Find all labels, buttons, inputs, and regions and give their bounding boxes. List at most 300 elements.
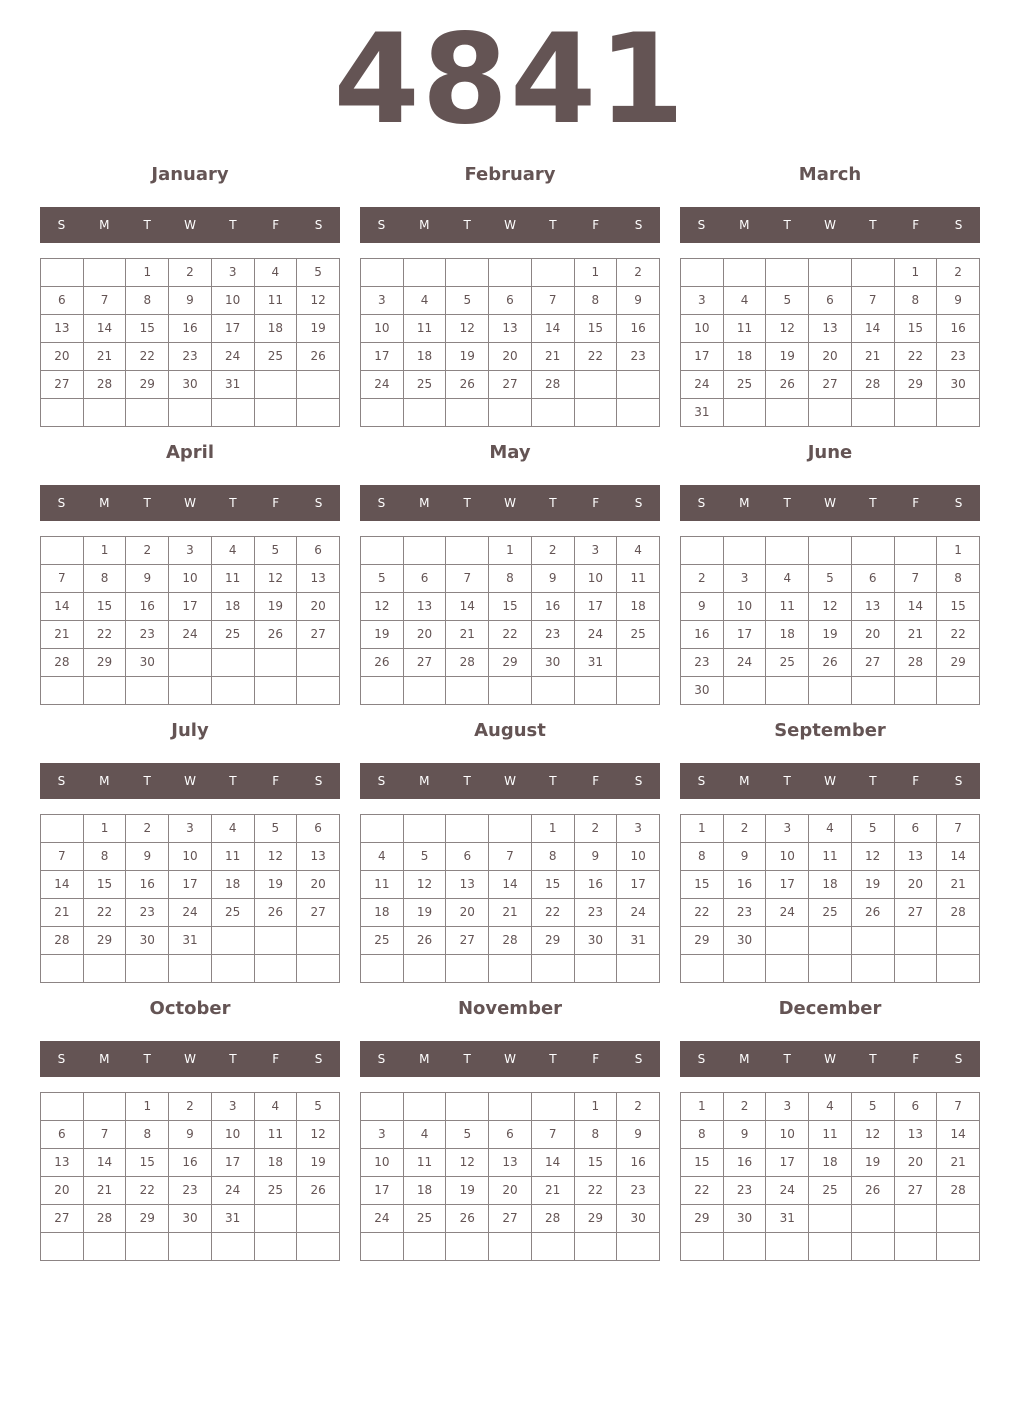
empty-cell (681, 537, 724, 565)
week-row (681, 593, 980, 621)
week-row (361, 871, 660, 899)
empty-cell (766, 399, 809, 427)
weekday-label: T (229, 774, 237, 788)
day-cell: 15 (681, 1149, 724, 1177)
weekday-label: T (463, 496, 471, 510)
weekday-label: T (229, 218, 237, 232)
week-row (361, 1205, 660, 1233)
day-cell: 8 (489, 565, 532, 593)
empty-cell (41, 955, 84, 983)
day-cell: 3 (617, 815, 660, 843)
day-cell: 1 (574, 1093, 617, 1121)
week-row (361, 899, 660, 927)
day-cell: 12 (766, 315, 809, 343)
day-cell: 22 (126, 1177, 169, 1205)
empty-cell (403, 1093, 446, 1121)
day-cell: 29 (489, 649, 532, 677)
day-cell: 6 (489, 1121, 532, 1149)
weekday-label: W (824, 496, 836, 510)
day-cell: 21 (83, 1177, 126, 1205)
day-cell: 5 (361, 565, 404, 593)
day-cell: 24 (617, 899, 660, 927)
day-cell: 7 (894, 565, 937, 593)
week-row (361, 1233, 660, 1261)
empty-cell (403, 955, 446, 983)
week-row (681, 927, 980, 955)
day-cell: 6 (41, 1121, 84, 1149)
day-cell: 20 (489, 1177, 532, 1205)
day-cell: 6 (894, 1093, 937, 1121)
day-cell: 5 (297, 1093, 340, 1121)
week-row (41, 259, 340, 287)
week-row (41, 1205, 340, 1233)
day-cell: 12 (254, 565, 297, 593)
day-cell: 12 (809, 593, 852, 621)
day-cell: 4 (617, 537, 660, 565)
empty-cell (681, 955, 724, 983)
day-cell: 3 (211, 259, 254, 287)
week-row (681, 259, 980, 287)
day-cell: 9 (681, 593, 724, 621)
empty-cell (809, 1233, 852, 1261)
week-row (681, 371, 980, 399)
weekday-label: S (377, 496, 386, 510)
weekday-label: T (549, 218, 557, 232)
weekday-label: F (912, 496, 920, 510)
day-cell: 10 (211, 1121, 254, 1149)
day-cell: 23 (681, 649, 724, 677)
day-cell: 3 (574, 537, 617, 565)
empty-cell (297, 927, 340, 955)
day-cell: 14 (41, 593, 84, 621)
empty-cell (723, 1233, 766, 1261)
weekday-label: W (184, 774, 196, 788)
week-row (41, 955, 340, 983)
empty-cell (361, 1233, 404, 1261)
empty-cell (41, 399, 84, 427)
weekday-label: F (912, 218, 920, 232)
day-cell: 22 (574, 1177, 617, 1205)
day-cell: 17 (211, 1149, 254, 1177)
week-row (361, 565, 660, 593)
day-cell: 4 (254, 1093, 297, 1121)
day-cell: 12 (851, 1121, 894, 1149)
empty-cell (446, 399, 489, 427)
day-cell: 9 (617, 1121, 660, 1149)
day-cell: 21 (41, 899, 84, 927)
empty-cell (851, 537, 894, 565)
day-cell: 26 (254, 621, 297, 649)
empty-cell (531, 677, 574, 705)
empty-cell (894, 537, 937, 565)
empty-cell (169, 649, 212, 677)
day-cell: 1 (937, 537, 980, 565)
day-cell: 22 (126, 343, 169, 371)
week-row (361, 843, 660, 871)
empty-cell (851, 1233, 894, 1261)
weekday-label: W (184, 496, 196, 510)
empty-cell (41, 1233, 84, 1261)
day-cell: 27 (446, 927, 489, 955)
weekday-label: W (504, 496, 516, 510)
day-cell: 18 (766, 621, 809, 649)
day-cell: 11 (723, 315, 766, 343)
day-cell: 1 (83, 537, 126, 565)
weekday-label: W (504, 218, 516, 232)
week-row (681, 815, 980, 843)
day-cell: 5 (254, 537, 297, 565)
empty-cell (211, 1233, 254, 1261)
week-row (361, 287, 660, 315)
empty-cell (446, 677, 489, 705)
day-cell: 22 (681, 1177, 724, 1205)
day-cell: 16 (126, 871, 169, 899)
day-cell: 30 (574, 927, 617, 955)
week-row (41, 1149, 340, 1177)
day-cell: 23 (169, 1177, 212, 1205)
day-cell: 2 (169, 259, 212, 287)
empty-cell (211, 399, 254, 427)
week-row (41, 287, 340, 315)
day-cell: 8 (681, 843, 724, 871)
weekday-label: W (184, 1052, 196, 1066)
week-row (681, 677, 980, 705)
weekday-label: M (739, 774, 750, 788)
week-row (681, 537, 980, 565)
empty-cell (297, 677, 340, 705)
day-cell: 27 (489, 371, 532, 399)
day-cell: 16 (723, 871, 766, 899)
week-row (41, 1177, 340, 1205)
day-cell: 28 (531, 371, 574, 399)
month-name: May (489, 442, 531, 463)
day-cell: 30 (531, 649, 574, 677)
week-row (361, 593, 660, 621)
day-cell: 17 (169, 593, 212, 621)
empty-cell (851, 399, 894, 427)
weekday-label: S (377, 774, 386, 788)
day-cell: 10 (766, 843, 809, 871)
week-row (361, 315, 660, 343)
day-cell: 4 (723, 287, 766, 315)
weekday-label: S (314, 218, 323, 232)
day-cell: 2 (126, 537, 169, 565)
weekday-header (40, 207, 340, 243)
day-cell: 16 (937, 315, 980, 343)
day-cell: 31 (211, 1205, 254, 1233)
day-cell: 29 (894, 371, 937, 399)
week-row (41, 343, 340, 371)
day-cell: 19 (809, 621, 852, 649)
day-grid (360, 536, 660, 705)
day-cell: 31 (766, 1205, 809, 1233)
day-cell: 2 (723, 1093, 766, 1121)
week-row (681, 1121, 980, 1149)
day-cell: 20 (403, 621, 446, 649)
weekday-label: M (99, 1052, 110, 1066)
empty-cell (851, 1205, 894, 1233)
day-cell: 8 (574, 287, 617, 315)
day-cell: 14 (83, 315, 126, 343)
day-cell: 27 (297, 621, 340, 649)
day-cell: 19 (446, 343, 489, 371)
day-cell: 10 (681, 315, 724, 343)
empty-cell (723, 399, 766, 427)
day-cell: 13 (894, 1121, 937, 1149)
day-cell: 5 (809, 565, 852, 593)
day-cell: 5 (297, 259, 340, 287)
day-cell: 9 (169, 1121, 212, 1149)
day-cell: 18 (809, 871, 852, 899)
week-row (41, 399, 340, 427)
day-cell: 20 (446, 899, 489, 927)
empty-cell (83, 1233, 126, 1261)
day-cell: 5 (446, 287, 489, 315)
day-cell: 29 (531, 927, 574, 955)
weekday-label: T (463, 774, 471, 788)
week-row (681, 1177, 980, 1205)
weekday-label: S (634, 496, 643, 510)
empty-cell (489, 259, 532, 287)
day-cell: 31 (617, 927, 660, 955)
year-title: 4841 (333, 8, 687, 152)
day-cell: 24 (211, 1177, 254, 1205)
empty-cell (254, 927, 297, 955)
month-name: January (151, 164, 229, 185)
day-grid (360, 814, 660, 983)
day-cell: 25 (766, 649, 809, 677)
weekday-label: T (549, 496, 557, 510)
day-cell: 22 (489, 621, 532, 649)
day-cell: 4 (254, 259, 297, 287)
weekday-label: F (912, 1052, 920, 1066)
day-cell: 1 (126, 259, 169, 287)
day-cell: 9 (723, 843, 766, 871)
day-cell: 23 (723, 1177, 766, 1205)
day-cell: 29 (574, 1205, 617, 1233)
day-cell: 14 (531, 1149, 574, 1177)
day-cell: 26 (766, 371, 809, 399)
day-cell: 6 (297, 815, 340, 843)
day-cell: 1 (126, 1093, 169, 1121)
day-cell: 17 (211, 315, 254, 343)
day-cell: 11 (403, 1149, 446, 1177)
empty-cell (851, 259, 894, 287)
day-cell: 23 (723, 899, 766, 927)
empty-cell (361, 1093, 404, 1121)
day-cell: 7 (41, 565, 84, 593)
empty-cell (766, 955, 809, 983)
week-row (681, 1093, 980, 1121)
day-cell: 25 (809, 1177, 852, 1205)
day-cell: 10 (723, 593, 766, 621)
empty-cell (894, 927, 937, 955)
empty-cell (83, 1093, 126, 1121)
day-cell: 19 (297, 315, 340, 343)
empty-cell (41, 259, 84, 287)
day-cell: 6 (851, 565, 894, 593)
weekday-label: T (869, 496, 877, 510)
day-cell: 14 (531, 315, 574, 343)
day-cell: 11 (766, 593, 809, 621)
empty-cell (297, 955, 340, 983)
day-cell: 22 (937, 621, 980, 649)
day-cell: 10 (361, 1149, 404, 1177)
day-cell: 21 (446, 621, 489, 649)
day-cell: 17 (361, 1177, 404, 1205)
day-cell: 23 (617, 343, 660, 371)
empty-cell (169, 1233, 212, 1261)
weekday-label: S (57, 774, 66, 788)
day-cell: 8 (531, 843, 574, 871)
empty-cell (489, 1093, 532, 1121)
month-name: April (165, 442, 215, 463)
day-cell: 23 (169, 343, 212, 371)
weekday-label: M (739, 1052, 750, 1066)
day-cell: 30 (126, 649, 169, 677)
weekday-label: S (57, 1052, 66, 1066)
empty-cell (894, 399, 937, 427)
week-row (41, 1121, 340, 1149)
day-cell: 26 (297, 343, 340, 371)
weekday-label: F (592, 774, 600, 788)
day-cell: 3 (169, 537, 212, 565)
day-cell: 14 (446, 593, 489, 621)
weekday-label: M (419, 218, 430, 232)
day-cell: 12 (361, 593, 404, 621)
day-cell: 20 (297, 871, 340, 899)
day-cell: 24 (361, 1205, 404, 1233)
day-cell: 24 (361, 371, 404, 399)
weekday-label: W (824, 1052, 836, 1066)
empty-cell (169, 677, 212, 705)
empty-cell (403, 677, 446, 705)
weekday-label: W (824, 774, 836, 788)
weekday-label: S (634, 1052, 643, 1066)
weekday-label: S (377, 218, 386, 232)
week-row (681, 899, 980, 927)
day-cell: 3 (169, 815, 212, 843)
week-row (361, 677, 660, 705)
empty-cell (574, 1233, 617, 1261)
day-cell: 27 (41, 1205, 84, 1233)
empty-cell (211, 927, 254, 955)
day-cell: 8 (83, 565, 126, 593)
day-cell: 29 (126, 1205, 169, 1233)
week-row (41, 315, 340, 343)
day-cell: 21 (489, 899, 532, 927)
day-cell: 18 (617, 593, 660, 621)
day-cell: 6 (894, 815, 937, 843)
weekday-header (360, 207, 660, 243)
day-cell: 2 (169, 1093, 212, 1121)
week-row (681, 1149, 980, 1177)
week-row (681, 1205, 980, 1233)
weekday-label: T (783, 1052, 791, 1066)
weekday-label: M (419, 774, 430, 788)
week-row (41, 565, 340, 593)
day-cell: 13 (489, 1149, 532, 1177)
empty-cell (361, 259, 404, 287)
day-cell: 16 (681, 621, 724, 649)
weekday-header (360, 1041, 660, 1077)
day-cell: 30 (681, 677, 724, 705)
empty-cell (211, 955, 254, 983)
day-cell: 3 (723, 565, 766, 593)
week-row (361, 259, 660, 287)
day-cell: 13 (851, 593, 894, 621)
empty-cell (211, 677, 254, 705)
day-cell: 24 (211, 343, 254, 371)
week-row (361, 537, 660, 565)
week-row (681, 843, 980, 871)
day-cell: 6 (489, 287, 532, 315)
weekday-label: S (697, 496, 706, 510)
day-cell: 15 (681, 871, 724, 899)
empty-cell (83, 677, 126, 705)
day-cell: 16 (126, 593, 169, 621)
day-cell: 20 (41, 343, 84, 371)
empty-cell (723, 537, 766, 565)
empty-cell (403, 537, 446, 565)
day-cell: 28 (851, 371, 894, 399)
weekday-header (680, 207, 980, 243)
empty-cell (126, 955, 169, 983)
day-cell: 10 (766, 1121, 809, 1149)
day-cell: 6 (41, 287, 84, 315)
day-cell: 12 (297, 287, 340, 315)
week-row (361, 399, 660, 427)
empty-cell (723, 955, 766, 983)
day-cell: 13 (41, 315, 84, 343)
weekday-label: T (549, 1052, 557, 1066)
day-cell: 8 (937, 565, 980, 593)
day-cell: 4 (211, 537, 254, 565)
empty-cell (809, 259, 852, 287)
day-cell: 18 (254, 1149, 297, 1177)
day-cell: 27 (41, 371, 84, 399)
day-cell: 3 (766, 1093, 809, 1121)
day-cell: 6 (403, 565, 446, 593)
day-cell: 4 (809, 815, 852, 843)
empty-cell (937, 677, 980, 705)
weekday-label: S (954, 774, 963, 788)
day-cell: 2 (617, 259, 660, 287)
day-cell: 24 (766, 1177, 809, 1205)
empty-cell (446, 537, 489, 565)
day-cell: 15 (574, 315, 617, 343)
month-name: December (778, 998, 882, 1019)
weekday-label: S (954, 496, 963, 510)
weekday-label: T (143, 774, 151, 788)
day-cell: 13 (41, 1149, 84, 1177)
day-cell: 23 (531, 621, 574, 649)
day-cell: 13 (446, 871, 489, 899)
empty-cell (851, 927, 894, 955)
week-row (681, 871, 980, 899)
day-cell: 31 (681, 399, 724, 427)
week-row (361, 955, 660, 983)
day-cell: 14 (894, 593, 937, 621)
day-cell: 10 (574, 565, 617, 593)
empty-cell (574, 677, 617, 705)
day-cell: 25 (403, 1205, 446, 1233)
day-cell: 26 (446, 1205, 489, 1233)
day-cell: 22 (83, 899, 126, 927)
day-cell: 25 (211, 899, 254, 927)
day-cell: 7 (446, 565, 489, 593)
month-name: August (474, 720, 546, 741)
